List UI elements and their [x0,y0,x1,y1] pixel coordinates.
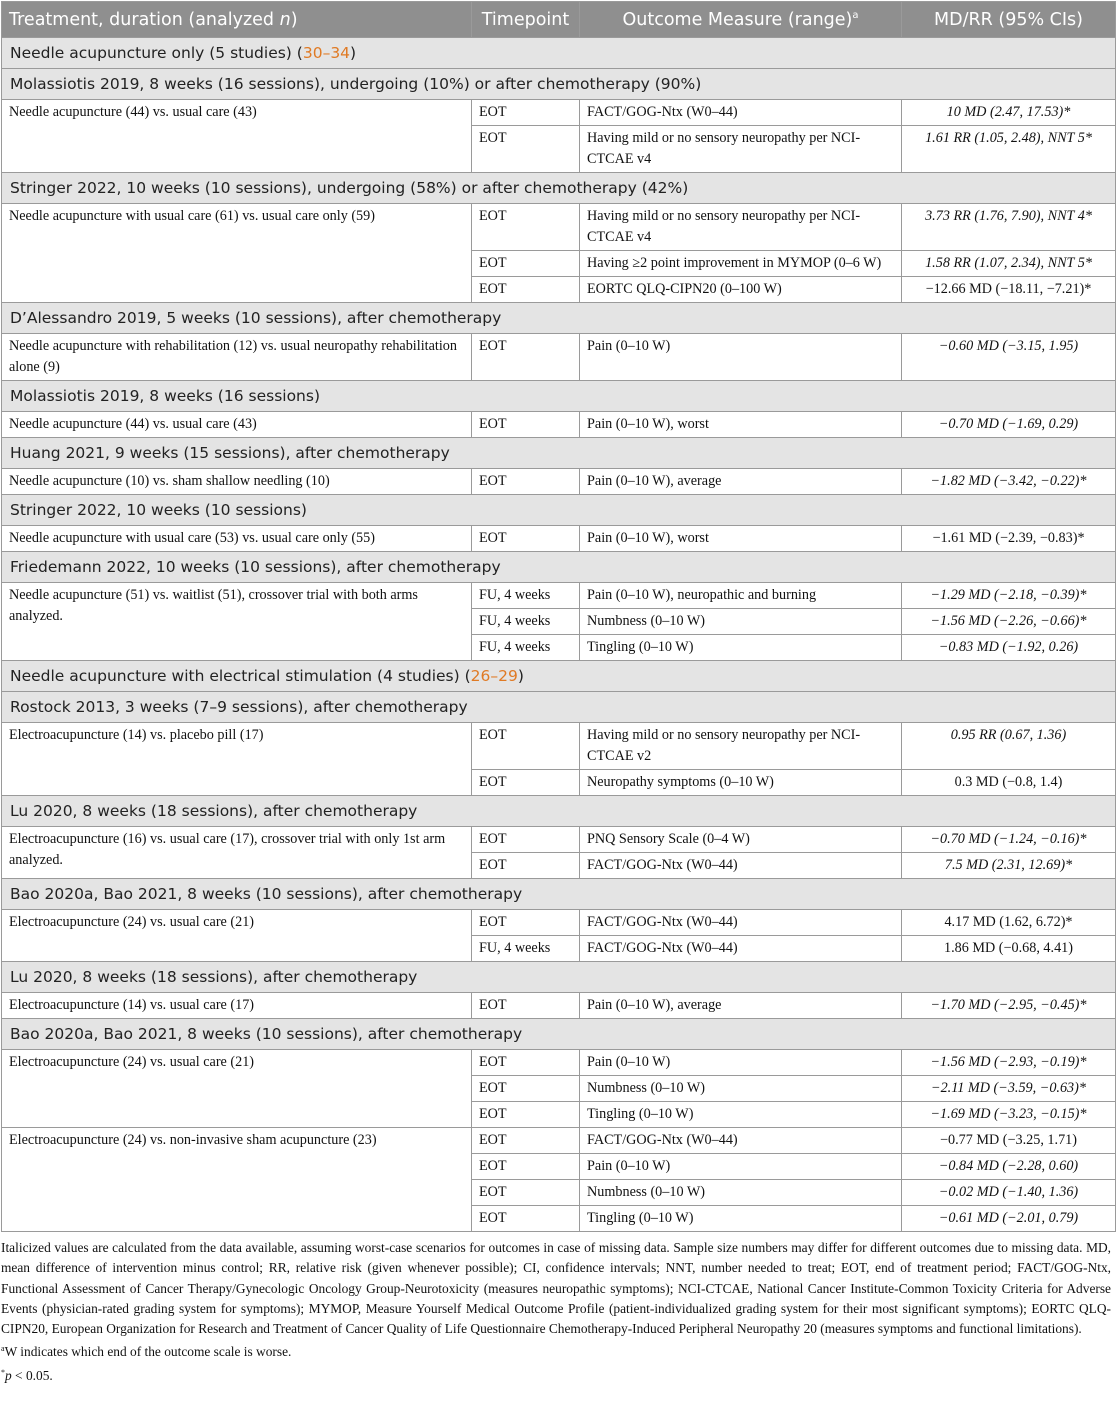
result-cell: 1.58 RR (1.07, 2.34), NNT 5* [902,251,1116,277]
timepoint-cell: EOT [472,334,580,381]
timepoint-cell: FU, 4 weeks [472,609,580,635]
study-header: D’Alessandro 2019, 5 weeks (10 sessions), after chemotherapy [2,303,1116,334]
study-header: Stringer 2022, 10 weeks (10 sessions), undergoing (58%) or after chemotherapy (42%) [2,173,1116,204]
study-header: Molassiotis 2019, 8 weeks (16 sessions) [2,381,1116,412]
outcome-cell: Numbness (0–10 W) [580,1076,902,1102]
result-cell: 0.3 MD (−0.8, 1.4) [902,770,1116,796]
table-footnotes [1,1238,1111,1386]
study-header-row [2,552,1116,583]
study-header-row [2,962,1116,993]
treatment-cell: Needle acupuncture (10) vs. sham shallow needling (10) [2,469,472,495]
outcome-cell: Pain (0–10 W) [580,334,902,381]
table-header-row [2,2,1116,38]
study-header: Lu 2020, 8 weeks (18 sessions), after chemotherapy [2,962,1116,993]
result-cell: −0.84 MD (−2.28, 0.60) [902,1154,1116,1180]
reference-link[interactable]: – [322,44,331,62]
reference-link[interactable]: 30 [302,44,323,62]
result-cell: −0.61 MD (−2.01, 0.79) [902,1206,1116,1232]
outcome-cell: PNQ Sensory Scale (0–4 W) [580,827,902,853]
study-header: Friedemann 2022, 10 weeks (10 sessions), after chemotherapy [2,552,1116,583]
outcome-cell: FACT/GOG-Ntx (W0–44) [580,936,902,962]
group-header [2,661,1116,692]
study-header: Bao 2020a, Bao 2021, 8 weeks (10 sessions), after chemotherapy [2,879,1116,910]
footnote-star: *p < 0.05. [1,1367,53,1383]
timepoint-cell: EOT [472,1180,580,1206]
result-cell: 4.17 MD (1.62, 6.72)* [902,910,1116,936]
result-cell: 0.95 RR (0.67, 1.36) [902,723,1116,770]
treatment-cell: Electroacupuncture (24) vs. non-invasive sham acupuncture (23) [2,1128,472,1232]
result-cell: −1.82 MD (−3.42, −0.22)* [902,469,1116,495]
footnote-main: Italicized values are calculated from the data available, assuming worst-case scenarios for outcomes in case of missing data. Sample size numbers may differ for different outcomes due to missing data. MD, mean difference of intervention minus control; RR, relative risk (given whenever possible); CI, confidence intervals; NNT, number needed to treat; EOT, end of treatment period; FACT/GOG-Ntx, Functional Assessment of Cancer Therapy/Gynecologic Oncology Group-Neurotoxicity (measures neuropathic symptoms); NCI-CTCAE, National Cancer Institute-Common Toxicity Criteria for Adverse Events (physician-rated grading system for symptoms); MYMOP, Measure Yourself Medical Outcome Profile (patient-individualized grading system for their most significant symptoms); EORTC QLQ-CIPN20, European Organization for Research and Treatment of Cancer Quality of Life Questionnaire Chemotherapy-Induced Peripheral Neuropathy 20 (measures symptoms and functional limitations). [1,1240,1111,1337]
table-row [2,583,1116,609]
result-cell: 1.86 MD (−0.68, 4.41) [902,936,1116,962]
header-result: MD/RR (95% CIs) [902,2,1116,38]
timepoint-cell: EOT [472,1128,580,1154]
outcome-cell: Having mild or no sensory neuropathy per NCI-CTCAE v4 [580,204,902,251]
result-cell: −1.61 MD (−2.39, −0.83)* [902,526,1116,552]
result-cell: 1.61 RR (1.05, 2.48), NNT 5* [902,126,1116,173]
result-cell: −0.70 MD (−1.24, −0.16)* [902,827,1116,853]
study-header-row [2,796,1116,827]
table-body [2,38,1116,1232]
study-header: Bao 2020a, Bao 2021, 8 weeks (10 sessions), after chemotherapy [2,1019,1116,1050]
result-cell: −0.83 MD (−1.92, 0.26) [902,635,1116,661]
header-timepoint: Timepoint [472,2,580,38]
timepoint-cell: EOT [472,126,580,173]
table-row [2,334,1116,381]
outcome-cell: Numbness (0–10 W) [580,609,902,635]
result-cell: 3.73 RR (1.76, 7.90), NNT 4* [902,204,1116,251]
result-cell: 7.5 MD (2.31, 12.69)* [902,853,1116,879]
header-treatment: Treatment, duration (analyzed n) [2,2,472,38]
study-header: Stringer 2022, 10 weeks (10 sessions) [2,495,1116,526]
timepoint-cell: EOT [472,1154,580,1180]
outcome-cell: Neuropathy symptoms (0–10 W) [580,770,902,796]
timepoint-cell: EOT [472,100,580,126]
timepoint-cell: EOT [472,723,580,770]
study-header-row [2,1019,1116,1050]
outcome-cell: FACT/GOG-Ntx (W0–44) [580,853,902,879]
timepoint-cell: EOT [472,277,580,303]
results-table [1,1,1116,1232]
timepoint-cell: EOT [472,853,580,879]
study-header: Rostock 2013, 3 weeks (7–9 sessions), after chemotherapy [2,692,1116,723]
study-header: Huang 2021, 9 weeks (15 sessions), after chemotherapy [2,438,1116,469]
timepoint-cell: EOT [472,526,580,552]
group-header-text: ) [517,667,524,685]
outcome-cell: FACT/GOG-Ntx (W0–44) [580,910,902,936]
table-row [2,910,1116,936]
outcome-cell: FACT/GOG-Ntx (W0–44) [580,1128,902,1154]
treatment-cell: Electroacupuncture (14) vs. placebo pill (17) [2,723,472,796]
study-header: Molassiotis 2019, 8 weeks (16 sessions), undergoing (10%) or after chemotherapy (90%) [2,69,1116,100]
study-header-row [2,381,1116,412]
table-row [2,993,1116,1019]
study-header-row [2,438,1116,469]
group-header-text: Needle acupuncture only (5 studies) ( [10,44,303,62]
treatment-cell: Needle acupuncture with rehabilitation (12) vs. usual neuropathy rehabilitation alone (9) [2,334,472,381]
group-header-row [2,661,1116,692]
result-cell: −1.56 MD (−2.26, −0.66)* [902,609,1116,635]
result-cell: 10 MD (2.47, 17.53)* [902,100,1116,126]
treatment-cell: Needle acupuncture (51) vs. waitlist (51), crossover trial with both arms analyzed. [2,583,472,661]
outcome-cell: Numbness (0–10 W) [580,1180,902,1206]
table-row [2,1050,1116,1076]
study-header: Lu 2020, 8 weeks (18 sessions), after chemotherapy [2,796,1116,827]
result-cell: −0.77 MD (−3.25, 1.71) [902,1128,1116,1154]
outcome-cell: Pain (0–10 W), worst [580,412,902,438]
outcome-cell: EORTC QLQ-CIPN20 (0–100 W) [580,277,902,303]
timepoint-cell: EOT [472,910,580,936]
result-cell: −1.29 MD (−2.18, −0.39)* [902,583,1116,609]
outcome-cell: Pain (0–10 W), worst [580,526,902,552]
treatment-cell: Needle acupuncture (44) vs. usual care (43) [2,100,472,173]
treatment-cell: Electroacupuncture (16) vs. usual care (17), crossover trial with only 1st arm analyzed. [2,827,472,879]
timepoint-cell: EOT [472,1076,580,1102]
result-cell: −0.02 MD (−1.40, 1.36) [902,1180,1116,1206]
timepoint-cell: EOT [472,251,580,277]
group-header-text: Needle acupuncture with electrical stimulation (4 studies) ( [10,667,471,685]
timepoint-cell: EOT [472,1102,580,1128]
outcome-cell: Having ≥2 point improvement in MYMOP (0–6 W) [580,251,902,277]
table-row [2,526,1116,552]
result-cell: −12.66 MD (−18.11, −7.21)* [902,277,1116,303]
treatment-cell: Electroacupuncture (24) vs. usual care (21) [2,910,472,962]
timepoint-cell: EOT [472,204,580,251]
table-row [2,412,1116,438]
outcome-cell: Tingling (0–10 W) [580,1102,902,1128]
study-header-row [2,879,1116,910]
study-header-row [2,495,1116,526]
outcome-cell: Having mild or no sensory neuropathy per NCI-CTCAE v2 [580,723,902,770]
result-cell: −1.69 MD (−3.23, −0.15)* [902,1102,1116,1128]
reference-link[interactable]: – [490,667,499,685]
timepoint-cell: EOT [472,827,580,853]
treatment-cell: Needle acupuncture with usual care (61) vs. usual care only (59) [2,204,472,303]
outcome-cell: Pain (0–10 W) [580,1154,902,1180]
treatment-cell: Electroacupuncture (24) vs. usual care (21) [2,1050,472,1128]
result-cell: −0.70 MD (−1.69, 0.29) [902,412,1116,438]
group-header-text: ) [350,44,357,62]
outcome-cell: Pain (0–10 W), neuropathic and burning [580,583,902,609]
timepoint-cell: FU, 4 weeks [472,635,580,661]
group-header-row [2,38,1116,69]
treatment-cell: Needle acupuncture (44) vs. usual care (43) [2,412,472,438]
outcome-cell: Pain (0–10 W), average [580,469,902,495]
outcome-cell: Having mild or no sensory neuropathy per NCI-CTCAE v4 [580,126,902,173]
result-cell: −1.56 MD (−2.93, −0.19)* [902,1050,1116,1076]
table-row [2,469,1116,495]
study-header-row [2,692,1116,723]
outcome-cell: Tingling (0–10 W) [580,635,902,661]
timepoint-cell: EOT [472,993,580,1019]
table-row [2,100,1116,126]
reference-link[interactable]: 29 [498,667,518,685]
table-row [2,204,1116,251]
table-row [2,827,1116,853]
study-header-row [2,303,1116,334]
treatment-cell: Electroacupuncture (14) vs. usual care (17) [2,993,472,1019]
timepoint-cell: EOT [472,1050,580,1076]
outcome-cell: FACT/GOG-Ntx (W0–44) [580,100,902,126]
table-row [2,723,1116,770]
timepoint-cell: EOT [472,469,580,495]
timepoint-cell: EOT [472,1206,580,1232]
footnote-a: $^a$W indicates which end of the outcome scale is worse. [1,1344,292,1360]
outcome-cell: Pain (0–10 W) [580,1050,902,1076]
outcome-cell: Pain (0–10 W), average [580,993,902,1019]
reference-link[interactable]: 34 [330,44,351,62]
outcome-cell: Tingling (0–10 W) [580,1206,902,1232]
timepoint-cell: EOT [472,412,580,438]
study-header-row [2,69,1116,100]
table-row [2,1128,1116,1154]
result-cell: −2.11 MD (−3.59, −0.63)* [902,1076,1116,1102]
timepoint-cell: EOT [472,770,580,796]
timepoint-cell: FU, 4 weeks [472,936,580,962]
result-cell: −1.70 MD (−2.95, −0.45)* [902,993,1116,1019]
reference-link[interactable]: 26 [470,667,491,685]
timepoint-cell: FU, 4 weeks [472,583,580,609]
result-cell: −0.60 MD (−3.15, 1.95) [902,334,1116,381]
group-header [2,38,1116,69]
treatment-cell: Needle acupuncture with usual care (53) vs. usual care only (55) [2,526,472,552]
header-outcome: Outcome Measure (range)$^a$ [580,2,902,38]
study-header-row [2,173,1116,204]
